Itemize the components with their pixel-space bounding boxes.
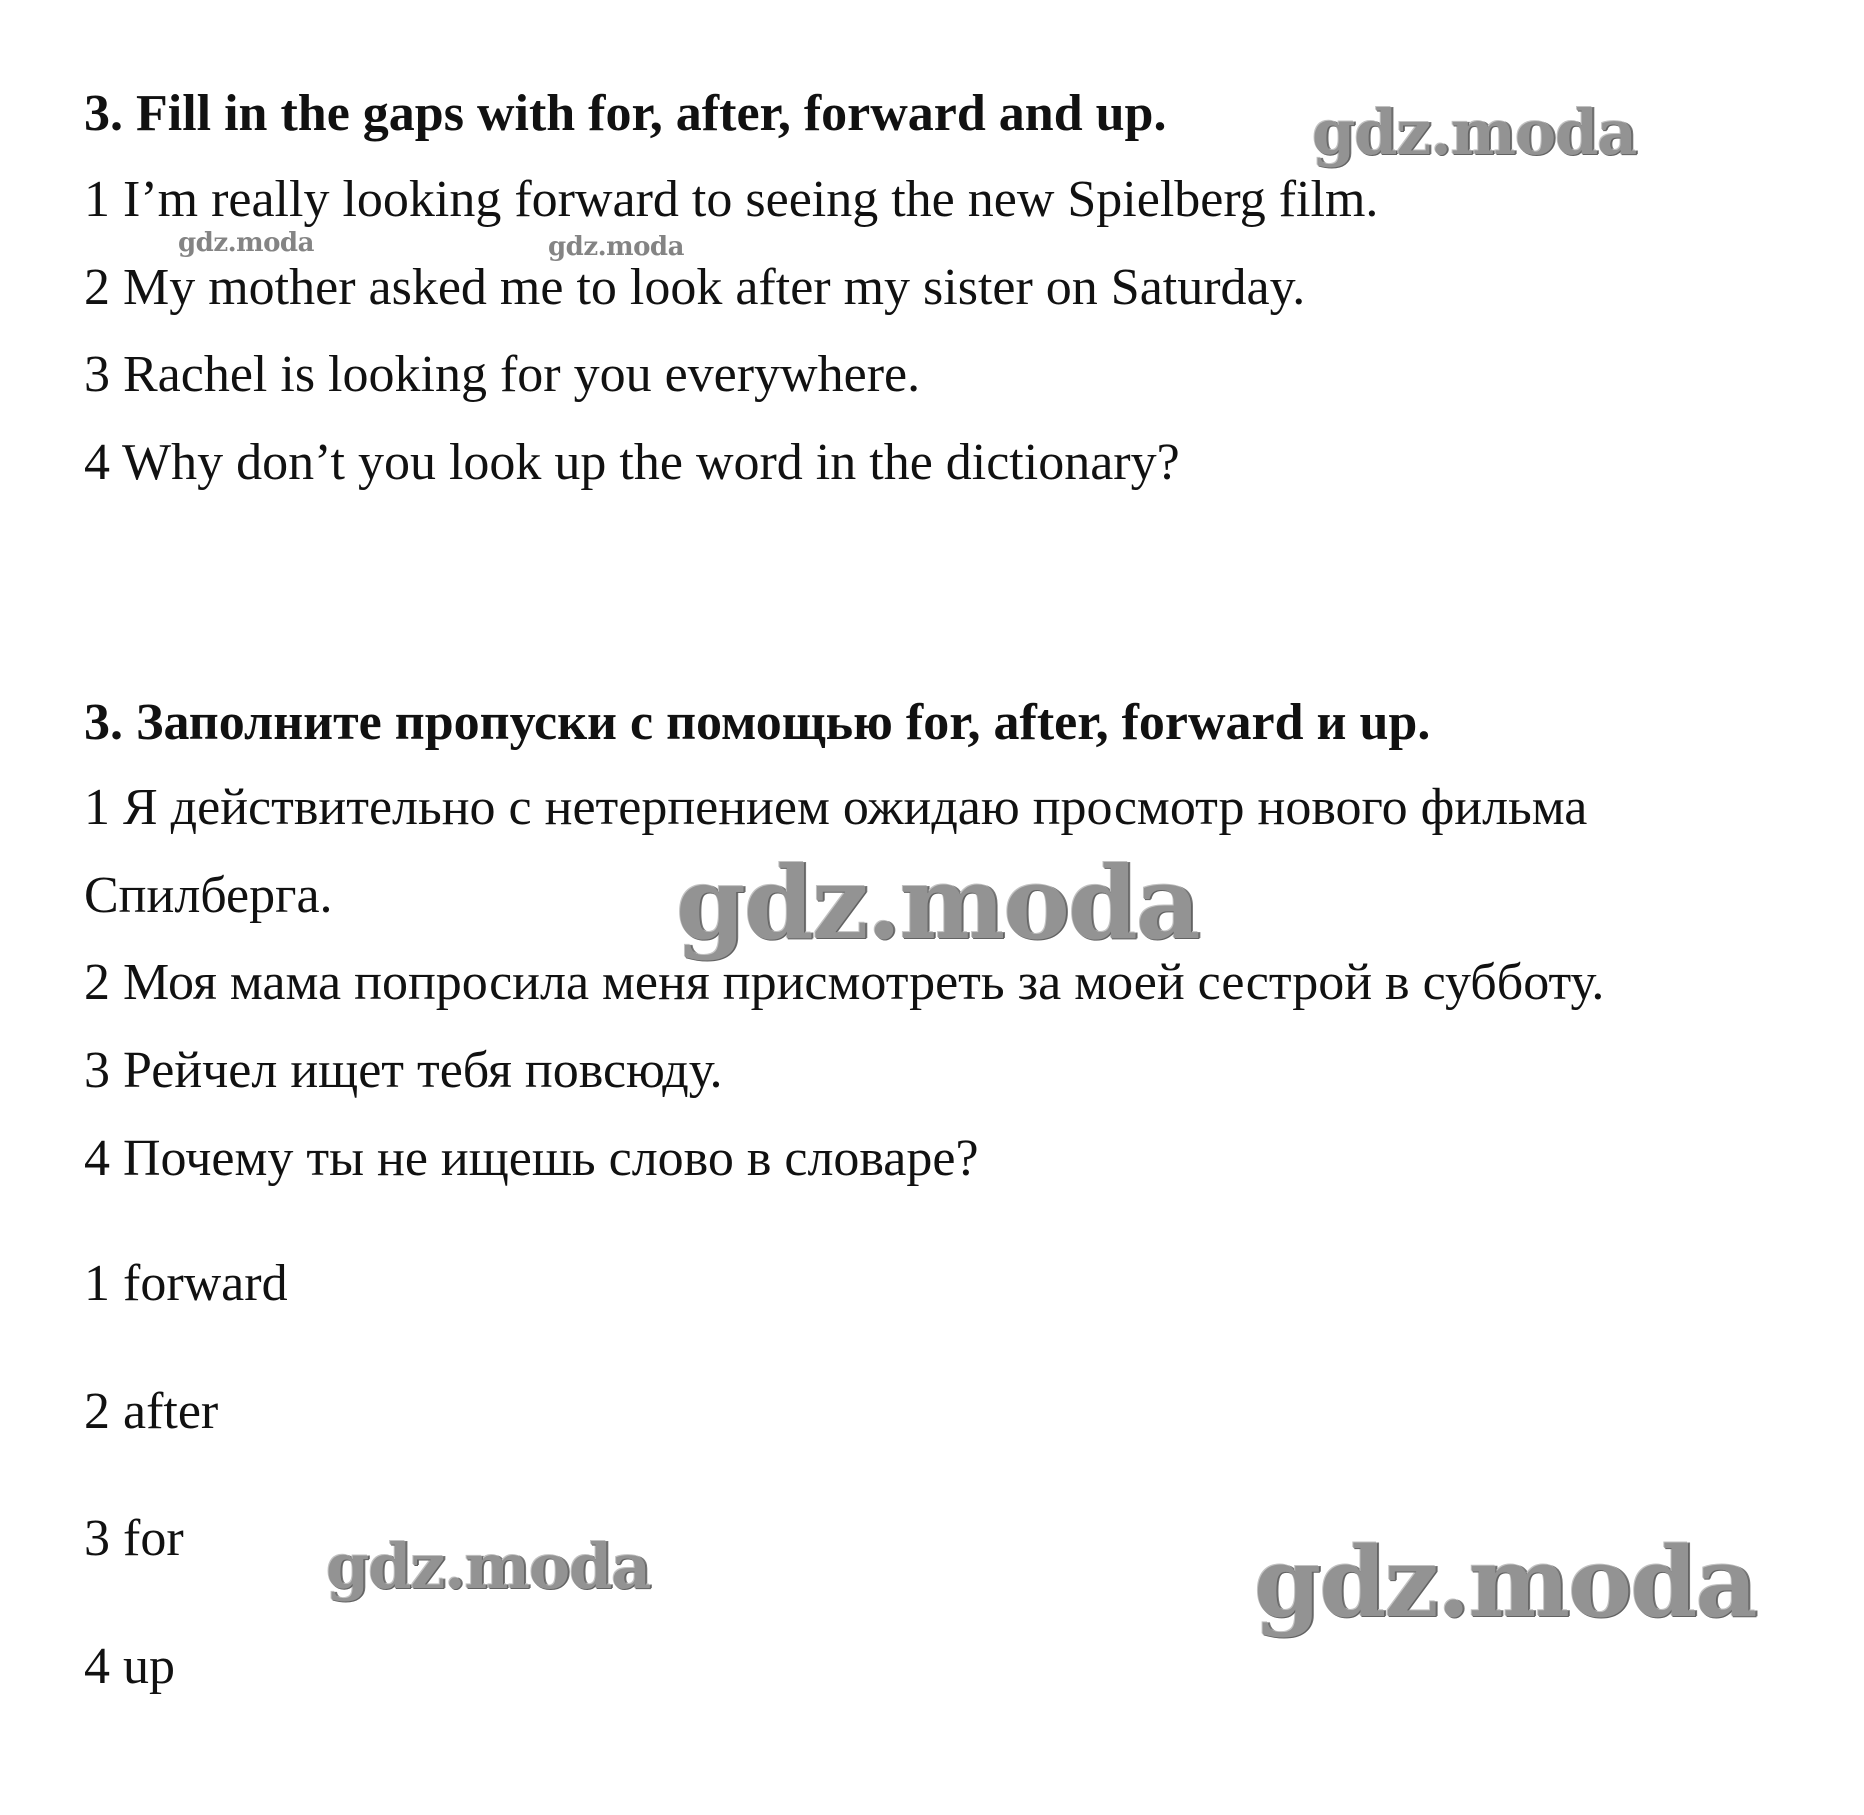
english-item-2: 2 My mother asked me to look after my sister on Saturday. (84, 259, 1306, 316)
watermark-logo: gdz.moda (1312, 96, 1637, 169)
watermark-logo: gdz.moda (326, 1530, 651, 1603)
english-heading: 3. Fill in the gaps with for, after, forward and up. (84, 85, 1167, 142)
russian-item-2: 2 Моя мама попросила меня присмотреть за моей сестрой в субботу. (84, 954, 1605, 1011)
answer-1: 1 forward (84, 1255, 288, 1312)
answer-4: 4 up (84, 1638, 175, 1695)
russian-item-1: 1 Я действительно с нетерпением ожидаю просмотр нового фильма (84, 779, 1588, 836)
watermark-logo: gdz.moda (548, 232, 684, 262)
english-item-1: 1 I’m really looking forward to seeing the new Spielberg film. (84, 171, 1379, 228)
english-item-4: 4 Why don’t you look up the word in the dictionary? (84, 434, 1180, 491)
russian-item-4: 4 Почему ты не ищешь слово в словаре? (84, 1130, 979, 1187)
russian-item-1-continued: Спилберга. (84, 867, 333, 924)
watermark-logo: gdz.moda (178, 228, 314, 258)
answer-3: 3 for (84, 1510, 184, 1567)
answer-2: 2 after (84, 1383, 219, 1440)
watermark-logo: gdz.moda (676, 844, 1199, 962)
english-item-3: 3 Rachel is looking for you everywhere. (84, 346, 921, 403)
watermark-logo: gdz.moda (1254, 1526, 1756, 1639)
russian-heading: 3. Заполните пропуски с помощью for, after, forward и up. (84, 694, 1431, 751)
russian-item-3: 3 Рейчел ищет тебя повсюду. (84, 1042, 723, 1099)
